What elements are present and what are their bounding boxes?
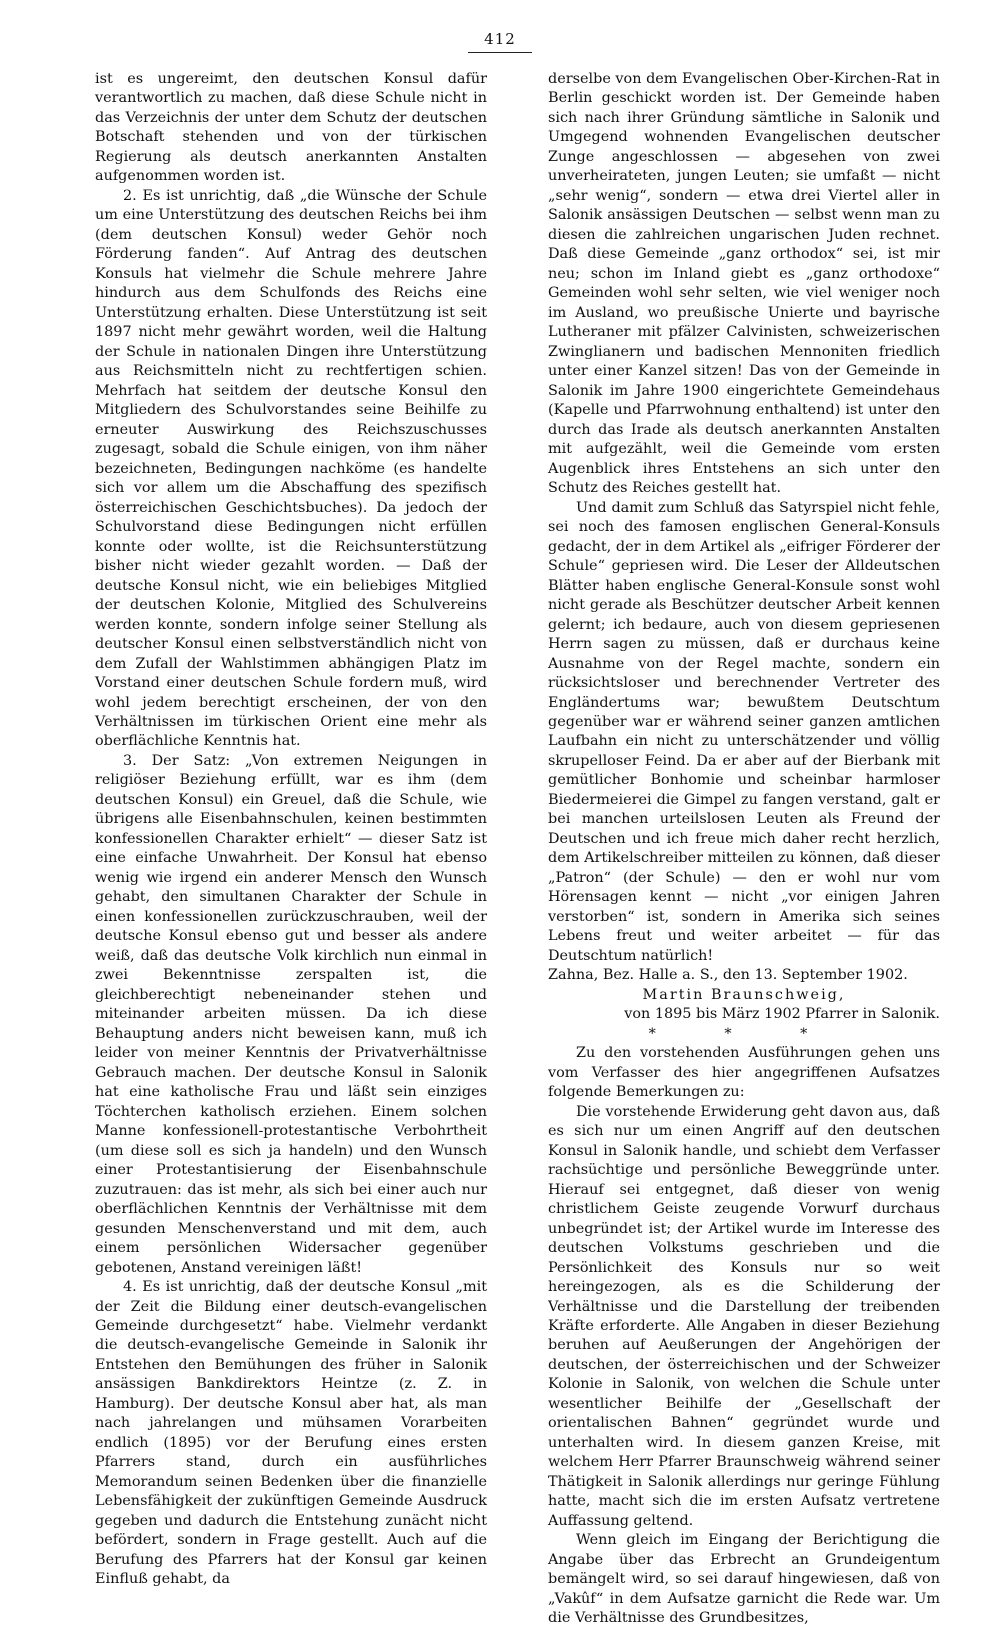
signature-name: Martin Braunschweig, bbox=[642, 986, 846, 1003]
paragraph-continuation: ist es ungereimt, den deutschen Konsul dafür verantwortlich zu machen, daß diese Schule nicht in das Verzeichnis der unter dem Schutz der deutschen Botschaft stehenden und von der türkischen Regierung als deutsch anerkannten Anstalten aufgenommen worden ist. bbox=[95, 71, 487, 185]
paragraph-point-4: 4. Es ist unrichtig, daß der deutsche Konsul „mit der Zeit die Bildung einer deutsch-evangelischen Gemeinde durchgesetzt“ habe. Vielmehr verdankt die deutsch-evangelische Gemeinde in Salonik ihr Entstehen den Bemühungen des früher in Salonik ansässigen Bankdirektors Heintze (z. Z. in Hamburg). Der deutsche Konsul aber hat, als man nach jahrelangen und mühsamen Vorarbeiten endlich (1895) vor der Berufung eines ersten Pfarrers stand, durch ein ausführliches Memorandum seinen Bedenken über die finanzielle Lebensfähigkeit der zukünftigen Gemeinde Ausdruck gegeben und dadurch die Entstehung zunächt nicht befördert, sondern in Frage gestellt. Auch auf die Berufung des Pfarrers hat der Konsul gar keinen Einfluß gehabt, da bbox=[95, 1279, 487, 1588]
editor-note-paragraph: Die vorstehende Erwiderung geht davon aus, daß es sich nur um einen Angriff auf den deutschen Konsul in Salonik handle, und schiebt dem Verfasser rachsüchtige und persönliche Beweggründe unter. Hierauf sei entgegnet, daß dieser von wenig christlichem Geiste zeugende Vorwurf durchaus unbegründet ist; der Artikel wurde im Interesse des deutschen Volkstums geschrieben und die Persönlichkeit des Konsuls nur so weit hereingezogen, als es die Schilderung der Verhältnisse und die Darstellung der treibenden Kräfte erforderte. Alle Angaben in dieser Beziehung beruhen auf Aeußerungen der Angehörigen der deutschen, der österreichischen und der Schweizer Kolonie in Salonik, von welchen die Schule unter wesentlicher Beihilfe der „Gesellschaft der orientalischen Bahnen“ gegründet wurde und unterhalten wird. In diesem ganzen Kreise, mit welchem Herr Pfarrer Braunschweig während seiner Thätigkeit in Salonik allerdings nur geringe Fühlung hatte, macht sich die im ersten Aufsatz vertretene Auffassung geltend. bbox=[548, 1103, 940, 1529]
right-column bbox=[548, 70, 940, 1629]
editor-note-intro: Zu den vorstehenden Ausführungen gehen uns vom Verfasser des hier angegriffenen Aufsatzes folgende Bemerkungen zu: bbox=[548, 1045, 940, 1101]
page-number-rule bbox=[468, 52, 532, 53]
editor-note-paragraph: Wenn gleich im Eingang der Berichtigung die Angabe über das Erbrecht an Grundeigentum bemängelt wird, so sei darauf hingewiesen, daß von „Vakûf“ in dem Aufsatze garnicht die Rede war. Um die Verhältnisse des Grundbesitzes, bbox=[548, 1532, 940, 1627]
signature-role: von 1895 bis März 1902 Pfarrer in Salonik. bbox=[624, 1006, 940, 1023]
paragraph-continuation: derselbe von dem Evangelischen Ober-Kirchen-Rat in Berlin geschickt worden ist. Der Gemeinde haben sich nach ihrer Gründung sämtliche in Salonik und Umgegend wohnenden Evangelischen deutscher Zunge angeschlossen — abgesehen von zwei unverheirateten, jungen Leuten; sie umfaßt — nicht „sehr wenig“, sondern — etwa drei Viertel aller in Salonik ansässigen Deutschen — selbst wenn man zu diesen die zahlreichen ungarischen Juden rechnet. Daß diese Gemeinde „ganz orthodox“ sei, ist mir neu; schon im Inland giebt es „ganz orthodoxe“ Gemeinden wohl sehr selten, wie viel weniger noch im Ausland, wo preußische Unierte und bayrische Lutheraner mit pfälzer Calvinisten, schweizerischen Zwinglianern und badischen Mennoniten friedlich unter einer Kanzel sitzen! Das von der Gemeinde in Salonik im Jahre 1900 eingerichtete Gemeindehaus (Kapelle und Pfarrwohnung enthaltend) ist unter den durch das Irade als deutsch anerkannten Anstalten mit aufgezählt, weil die Gemeinde vom ersten Augenblick ihres Entstehens an sich unter den Schutz des Reiches gestellt hat. bbox=[548, 71, 940, 497]
left-column bbox=[95, 70, 487, 1590]
paragraph-point-3: 3. Der Satz: „Von extremen Neigungen in religiöser Beziehung erfüllt, war es ihm (dem deutschen Konsul) ein Greuel, daß die Schule, wie übrigens alle Eisenbahnschulen, keinen bestimmten konfessionellen Charakter erhielt“ — dieser Satz ist eine einfache Unwahrheit. Der Konsul hat ebenso wenig wie irgend ein anderer Mensch den Wunsch gehabt, den simultanen Charakter der Schule in einen konfessionellen zurückzuschrauben, weil der deutsche Konsul ebenso gut und besser als andere weiß, daß das deutsche Volk kirchlich nun einmal in zwei Bekenntnisse zerspalten ist, die gleichberechtigt nebeneinander stehen und miteinander arbeiten müssen. Da ich diese Behauptung anders nicht beweisen kann, muß ich leider von meiner Kenntnis der Privatverhältnisse Gebrauch machen. Der deutsche Konsul in Salonik hat eine katholische Frau und läßt sein einziges Töchterchen katholisch erziehen. Einem solchen Manne konfessionell-protestantische Verbohrtheit (um diese soll es sich ja handeln) und den Wunsch einer Protestantisierung der Eisenbahnschule zuzutrauen: das ist mehr, als sich bei einer auch nur oberflächlichen Kenntnis der Verhältnisse mit dem gesunden Menschenverstand und mit dem, auch einem persönlichen Widersacher gegenüber gebotenen, Anstand vereinigen läßt! bbox=[95, 752, 487, 1276]
paragraph-point-2: 2. Es ist unrichtig, daß „die Wünsche der Schule um eine Unterstützung des deutschen Reichs bei ihm (dem deutschen Konsul) weder Gehör noch Förderung fanden“. Auf Antrag des deutschen Konsuls hat vielmehr die Schule mehrere Jahre hindurch aus dem Schulfonds des Reichs eine Unterstützung erhalten. Diese Unterstützung ist seit 1897 nicht mehr gewährt worden, weil die Haltung der Schule in nationalen Dingen ihre Unterstützung aus Reichsmitteln nicht zu rechtfertigen schien. Mehrfach hat seitdem der deutsche Konsul den Mitgliedern des Schulvorstandes seine Beihilfe zu erneuter Auswirkung des Reichszuschusses zugesagt, sobald die Schule einigen, von ihm näher bezeichneten, Bedingungen nachköme (es handelte sich vor allem um die Abschaffung des spezifisch österreichischen Geschichtsbuches). Da jedoch der Schulvorstand diese Bedingungen nicht erfüllen konnte oder wollte, ist die Reichsunterstützung bisher nicht wieder gezahlt worden. — Daß der deutsche Konsul nicht, wie ein beliebiges Mitglied der deutschen Kolonie, Mitglied des Schulvereins werden konnte, sondern infolge seiner Stellung als deutscher Konsul einen selbstverständlich nicht von dem Zufall der Wahlstimmen abhängigen Platz im Vorstand einer deutschen Schule fordern muß, wird wohl jedem berechtigt erscheinen, der von den Verhältnissen im türkischen Orient eine mehr als oberflächliche Kenntnis hat. bbox=[95, 187, 487, 750]
signature-place-date: Zahna, Bez. Halle a. S., den 13. September 1902. bbox=[548, 967, 908, 984]
page-number: 412 bbox=[484, 30, 516, 48]
paragraph-closing: Und damit zum Schluß das Satyrspiel nicht fehle, sei noch des famosen englischen General-Konsuls gedacht, der in dem Artikel als „eifriger Förderer der Schule“ gepriesen wird. Die Leser der Alldeutschen Blätter haben englische General-Konsule sonst wohl nicht gerade als Beschützer deutscher Arbeit kennen gelernt; ich bedaure, auch von diesem gepriesenen Herrn sagen zu müssen, daß er durchaus keine Ausnahme von der Regel machte, sondern ein rücksichtsloser und berechnender Vertreter des Engländertums war; bewußtem Deutschtum gegenüber war er während seiner ganzen amtlichen Laufbahn ein nicht zu unterschätzender und völlig skrupelloser Feind. Da er aber auf der Bierbank mit gemütlicher Bonhomie und scheinbar harmloser Biedermeierei die Gimpel zu fangen verstand, galt er bei manchen urteilslosen Leuten als Freund der Deutschen und ich freue mich daher recht herzlich, dem Artikelschreiber mitteilen zu können, daß dieser „Patron“ (der Schule) — den er wohl nur vom Hörensagen kennt — nicht „vor einigen Jahren verstorben“ ist, sondern in Amerika sich seines Lebens freut und weiter arbeitet — für das Deutschtum natürlich! bbox=[548, 499, 940, 964]
section-separator: * * * bbox=[648, 1025, 840, 1042]
